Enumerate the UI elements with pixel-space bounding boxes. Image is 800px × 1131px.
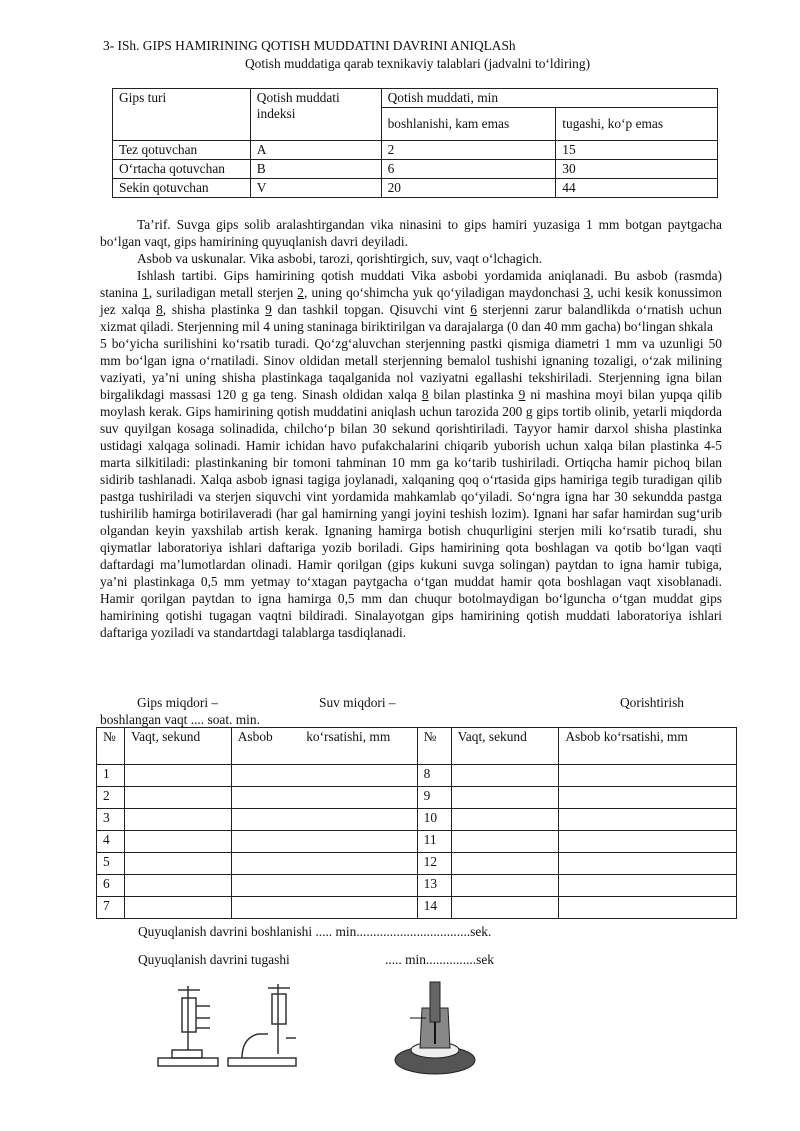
time-cell[interactable]	[451, 787, 559, 809]
water-amount-label: Suv miqdori –	[319, 695, 396, 710]
table-caption: Qotish muddatiga qarab texnikaviy talablari (jadvalni to‘ldiring)	[244, 56, 591, 71]
table-row: 2 9	[97, 787, 737, 809]
table-row: 5 12	[97, 853, 737, 875]
cell-end: 44	[556, 179, 718, 198]
mixing-start-time-label: boshlangan vaqt .... soat. min.	[100, 712, 260, 727]
time-cell[interactable]	[124, 787, 231, 809]
table-row: 6 13	[97, 875, 737, 897]
header-time-2: Vaqt, sekund	[451, 728, 559, 765]
reading-cell[interactable]	[559, 765, 737, 787]
setting-time-spec-table	[112, 88, 718, 198]
cell-index: B	[250, 160, 381, 179]
reading-cell[interactable]	[559, 831, 737, 853]
measurement-log-table	[96, 727, 737, 919]
header-reading: Asbob ko‘rsatishi, mm	[231, 728, 417, 765]
reading-cell[interactable]	[559, 875, 737, 897]
table-row: 1 8	[97, 765, 737, 787]
header-gips-type: Gips turi	[113, 89, 251, 141]
header-start: boshlanishi, kam emas	[381, 108, 556, 141]
cell-end: 30	[556, 160, 718, 179]
cell-index: V	[250, 179, 381, 198]
gips-amount-label: Gips miqdori –	[137, 695, 219, 710]
reading-cell[interactable]	[231, 897, 417, 919]
input-fields	[100, 694, 722, 728]
time-cell[interactable]	[451, 853, 559, 875]
header-time: Vaqt, sekund	[124, 728, 231, 765]
procedure-continuation-paragraph: 5 bo‘yicha surilishini ko‘rsatib turadi. Qo‘zg‘aluvchan sterjenning pastki qismiga diametri 1 mm va uzunligi 50 mm bo‘lgan igna o‘rnatiladi. Sinov oldidan metall sterjenning bemalol tushishi ignaning tozaligi, o‘zak milining vaziyati, ya’ni uning shisha plastinkaga taqalganida nol vaziyatni egallashi tekshiriladi. Sterjenning igna bilan birgalikdagi massasi 120 g ga teng. Sinash oldidan xalqa 8 bilan plastinka 9 ni mashina moyi bilan yupqa qilib moylash kerak. Gips hamirining qotish muddatini aniqlash uchun tarozida 200 g gips tortib olinib, yetarli miqdorda suv quyilgan kosaga solinadida, chilcho‘p bilan 30 sekund qorishtiriladi. Tayyor hamir darxol shisha plastinka ustidagi xalqaga solinadi. Hamir ichidan havo pufakchalarini chiqarib yuborish uchun xalqa bilan plastinka 4-5 marta silkitiladi: plastinkaning bir tomoni tahminan 10 mm ga ko‘tarib tushiriladi. Ortiqcha hamir pichoq bilan sidirib tashlanadi. Xalqa asbob ignasi tagiga joylanadi, xalqaning qoq o‘rtasida gips hamiriga tegib turadigan qilib pastga tushiriladi va sterjen siquvchi vint yordamida mahkamlab qo‘yiladi. So‘ngra igna har 30 sekundda pastga tushirilib hamirga botirilaveradi (har gal hamirning yangi joyini teshish lozim). Ignani har safar hamirdan sug‘urib olgandan keyin yaxshilab artish kerak. Ignaning hamirga botish chuqurligini sterjen mili ko‘rsatib turadi, shu qiymatlar laboratoriya ishlari daftariga yozib boriladi. Gips hamirining qota boshlagan va qotib bo‘lgan vaqti daftardagi ma’lumotlardan olinadi. Hamir qorilgan (gips kukuni suvga solingan) paytdan to igna hamir tubiga, ya’ni plastinkaga 0,5 mm yetmay to‘xtagan paytgacha o‘tgan muddat hamir qota boshlagan vaqt xisoblanadi. Hamir qorilgan paytdan to igna hamirga 0,5 mm dan chuqur botolmaydigan bo‘lguncha o‘tgan muddat gips hamirining qotishi tugagan vaqtni bildiradi. Sinalayotgan gips hamirining qotish muddati laboratoriya ishlari daftariga yoziladi va standartdagi talablarga tasdiqlanadi.	[100, 336, 722, 640]
header-end: tugashi, ko‘p emas	[556, 108, 718, 141]
time-cell[interactable]	[124, 853, 231, 875]
cell-start: 6	[381, 160, 556, 179]
reading-cell[interactable]	[559, 809, 737, 831]
reading-cell[interactable]	[231, 831, 417, 853]
definition-paragraph: Ta’rif. Suvga gips solib aralashtirgandan vika ninasini to gips hamiri yuzasiga 1 mm botgan paytgacha bo‘lgan vaqt, gips hamirining quyuqlanish davri deyiladi.	[100, 217, 722, 249]
time-cell[interactable]	[124, 831, 231, 853]
time-cell[interactable]	[451, 831, 559, 853]
header-index: Qotish muddati indeksi	[250, 89, 381, 141]
time-cell[interactable]	[124, 809, 231, 831]
header-reading-2: Asbob ko‘rsatishi, mm	[559, 728, 737, 765]
cell-type: Tez qotuvchan	[113, 141, 251, 160]
time-cell[interactable]	[451, 897, 559, 919]
document-title: 3- ISh. GIPS HAMIRINING QOTISH MUDDATINI DAVRINI ANIQLASh	[103, 38, 516, 53]
time-cell[interactable]	[124, 765, 231, 787]
cell-index: A	[250, 141, 381, 160]
setting-end-result-label: Quyuqlanish davrini tugashi	[138, 952, 290, 967]
reading-cell[interactable]	[231, 787, 417, 809]
vicat-apparatus-figure-3	[395, 982, 475, 1074]
vicat-apparatus-figure-2	[228, 984, 296, 1066]
vicat-apparatus-figure-1	[158, 986, 218, 1066]
procedure-paragraph: Ishlash tartibi. Gips hamirining qotish muddati Vika asbobi yordamida aniqlanadi. Bu asbob (rasmda) stanina 1, suriladigan metall sterjen 2, uning qo‘shimcha yuk qo‘yiladigan maydonchasi 3, uchi kesik konussimon jez xalqa 8, shisha plastinka 9 dan tashkil topgan. Qisuvchi vint 6 sterjenni zarur balandlikda o‘rnatish uchun xizmat qiladi. Sterjenning mil 4 uning staninaga biriktirilgan va darajalarga (0 dan 40 mm gacha) bo‘lingan shkala	[100, 268, 723, 334]
reading-cell[interactable]	[231, 875, 417, 897]
body-text	[100, 216, 722, 641]
mixing-label: Qorishtirish	[620, 695, 684, 710]
reading-cell[interactable]	[231, 765, 417, 787]
table-row	[113, 141, 718, 160]
time-cell[interactable]	[124, 875, 231, 897]
setting-end-result-value: ..... min...............sek	[385, 952, 494, 967]
time-cell[interactable]	[451, 765, 559, 787]
header-no: №	[97, 728, 125, 765]
equipment-paragraph: Asbob va uskunalar. Vika asbobi, tarozi, qorishtirgich, suv, vaqt o‘lchagich.	[137, 251, 543, 266]
reading-cell[interactable]	[231, 853, 417, 875]
vicat-apparatus-illustrations	[150, 978, 490, 1080]
header-setting-time: Qotish muddati, min	[381, 89, 717, 108]
time-cell[interactable]	[451, 809, 559, 831]
reading-cell[interactable]	[559, 897, 737, 919]
time-cell[interactable]	[451, 875, 559, 897]
cell-type: O‘rtacha qotuvchan	[113, 160, 251, 179]
header-no-2: №	[417, 728, 451, 765]
time-cell[interactable]	[124, 897, 231, 919]
cell-start: 2	[381, 141, 556, 160]
cell-start: 20	[381, 179, 556, 198]
reading-cell[interactable]	[559, 853, 737, 875]
cell-end: 15	[556, 141, 718, 160]
reading-cell[interactable]	[231, 809, 417, 831]
reading-cell[interactable]	[559, 787, 737, 809]
setting-start-result: Quyuqlanish davrini boshlanishi ..... min..................................sek.	[138, 924, 492, 939]
table-row	[113, 179, 718, 198]
table-row: 4 11	[97, 831, 737, 853]
table-row	[113, 160, 718, 179]
table-row: 7 14	[97, 897, 737, 919]
cell-type: Sekin qotuvchan	[113, 179, 251, 198]
table-row: 3 10	[97, 809, 737, 831]
